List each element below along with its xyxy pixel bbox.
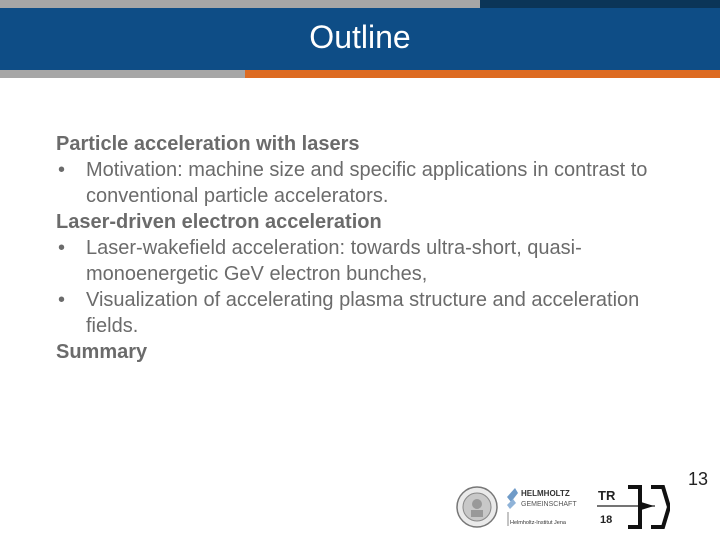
bullet-item xyxy=(56,287,676,339)
top-strip-dark xyxy=(480,0,720,8)
page-number: 13 xyxy=(688,469,709,489)
helmholtz-wordmark-1: HELMHOLTZ xyxy=(521,489,570,498)
institute-label: Helmholtz-Institut Jena xyxy=(510,520,566,526)
title-bar xyxy=(0,8,720,70)
helmholtz-logo-icon xyxy=(507,488,577,526)
bullet-dot: • xyxy=(58,237,66,259)
accent-bar-grey xyxy=(0,70,245,78)
university-seal-icon xyxy=(457,487,497,527)
tr-label: TR xyxy=(598,488,616,503)
bullet-text: Visualization of accelerating plasma structure and acceleration fields. xyxy=(86,289,640,337)
footer-logos xyxy=(455,483,670,533)
bullet-text: Motivation: machine size and specific applications in contrast to conventional particle accelerators. xyxy=(86,159,648,207)
tr-number: 18 xyxy=(600,514,613,526)
bullet-item xyxy=(56,235,676,287)
section-heading: Laser-driven electron acceleration xyxy=(56,211,382,233)
tr18-logo-icon xyxy=(597,487,669,527)
slide-title: Outline xyxy=(309,19,411,55)
bullet-dot: • xyxy=(58,289,66,311)
bullet-item xyxy=(56,157,676,209)
slide-body xyxy=(56,131,676,365)
bullet-dot: • xyxy=(58,159,66,181)
bullet-text: Laser-wakefield acceleration: towards ultra-short, quasi-monoenergetic GeV electron bunches, xyxy=(86,237,582,285)
section-heading: Particle acceleration with lasers xyxy=(56,133,360,155)
section-heading: Summary xyxy=(56,341,148,363)
top-strip-grey xyxy=(0,0,480,8)
helmholtz-wordmark-2: GEMEINSCHAFT xyxy=(521,501,577,508)
